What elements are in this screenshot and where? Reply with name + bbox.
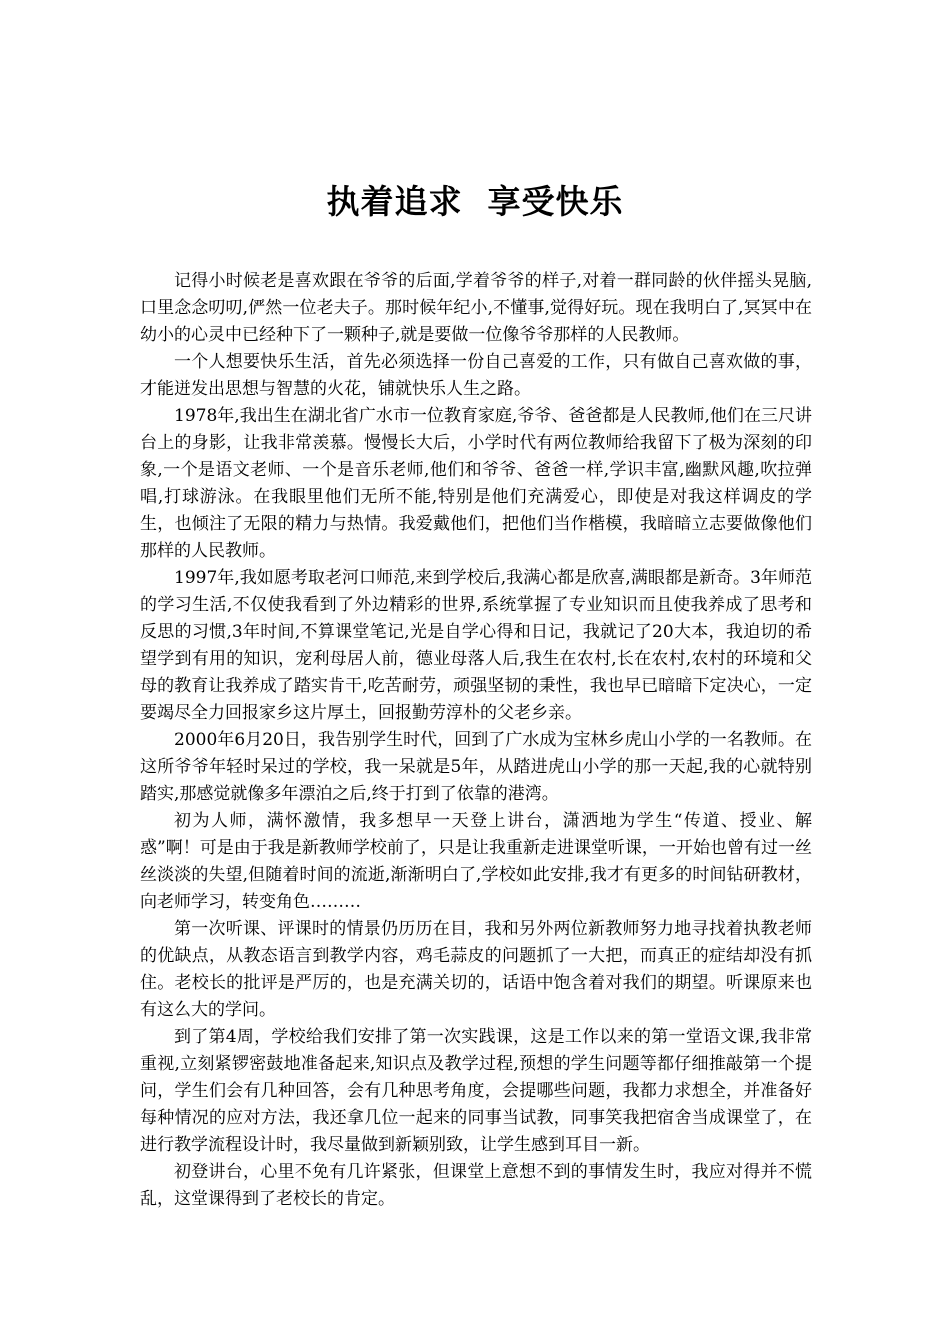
paragraph: 一个人想要快乐生活，首先必须选择一份自己喜爱的工作，只有做自己喜欢做的事，才能迸发出思想与智慧的火花，铺就快乐人生之路。 (140, 352, 812, 399)
paragraph: 初登讲台，心里不免有几许紧张，但课堂上意想不到的事情发生时，我应对得并不慌乱，这堂课得到了老校长的肯定。 (140, 1162, 812, 1209)
paragraph: 2000年6月20日，我告别学生时代，回到了广水成为宝林乡虎山小学的一名教师。在这所爷爷年轻时呆过的学校，我一呆就是5年，从踏进虎山小学的那一天起,我的心就特别踏实,那感觉就像多年漂泊之后,终于打到了依靠的港湾。 (140, 730, 812, 804)
paragraph: 初为人师，满怀激情，我多想早一天登上讲台，潇洒地为学生“传道、授业、解惑”啊！可是由于我是新教师学校前了，只是让我重新走进课堂听课，一开始也曾有过一丝丝淡淡的失望,但随着时间的流逝,渐渐明白了,学校如此安排,我才有更多的时间钻研教材，向老师学习，转变角色……… (140, 811, 812, 912)
paragraph: 到了第4周，学校给我们安排了第一次实践课，这是工作以来的第一堂语文课,我非常重视,立刻紧锣密鼓地准备起来,知识点及教学过程,预想的学生问题等都仔细推敲第一个提问，学生们会有几种回答，会有几种思考角度，会提哪些问题，我都力求想全，并准备好每种情况的应对方法，我还拿几位一起来的同事当试教，同事笑我把宿舍当成课堂了，在进行教学流程设计时，我尽量做到新颖别致，让学生感到耳目一新。 (140, 1027, 812, 1155)
document-title: 执着追求 享受快乐 (326, 182, 624, 221)
paragraph: 1997年,我如愿考取老河口师范,来到学校后,我满心都是欣喜,满眼都是新奇。3年师范的学习生活,不仅使我看到了外边精彩的世界,系统掌握了专业知识而且使我养成了思考和反思的习惯,3年时间,不算课堂笔记,光是自学心得和日记，我就记了20大本，我迫切的希望学到有用的知识，宠利母居人前，德业母落人后,我生在农村,长在农村,农村的环境和父母的教育让我养成了踏实肯干,吃苦耐劳，顽强坚韧的秉性，我也早已暗暗下定决心，一定要竭尽全力回报家乡这片厚土，回报勤劳淳朴的父老乡亲。 (140, 568, 812, 723)
paragraph: 第一次听课、评课时的情景仍历历在目，我和另外两位新教师努力地寻找着执教老师的优缺点，从教态语言到教学内容，鸡毛蒜皮的问题抓了一大把，而真正的症结却没有抓住。老校长的批评是严厉的，也是充满关切的，话语中饱含着对我们的期望。听课原来也有这么大的学问。 (140, 919, 812, 1020)
paragraph: 1978年,我出生在湖北省广水市一位教育家庭,爷爷、爸爸都是人民教师,他们在三尺讲台上的身影，让我非常羡慕。慢慢长大后，小学时代有两位教师给我留下了极为深刻的印象,一个是语文老师、一个是音乐老师,他们和爷爷、爸爸一样,学识丰富,幽默风趣,吹拉弹唱,打球游泳。在我眼里他们无所不能,特别是他们充满爱心，即使是对我这样调皮的学生，也倾注了无限的精力与热情。我爱戴他们，把他们当作楷模，我暗暗立志要做像他们那样的人民教师。 (140, 406, 812, 561)
paragraph: 记得小时候老是喜欢跟在爷爷的后面,学着爷爷的样子,对着一群同龄的伙伴摇头晃脑,口里念念叨叨,俨然一位老夫子。那时候年纪小,不懂事,觉得好玩。现在我明白了,冥冥中在幼小的心灵中已经种下了一颗种子,就是要做一位像爷爷那样的人民教师。 (140, 271, 812, 345)
document-body (140, 268, 812, 1213)
